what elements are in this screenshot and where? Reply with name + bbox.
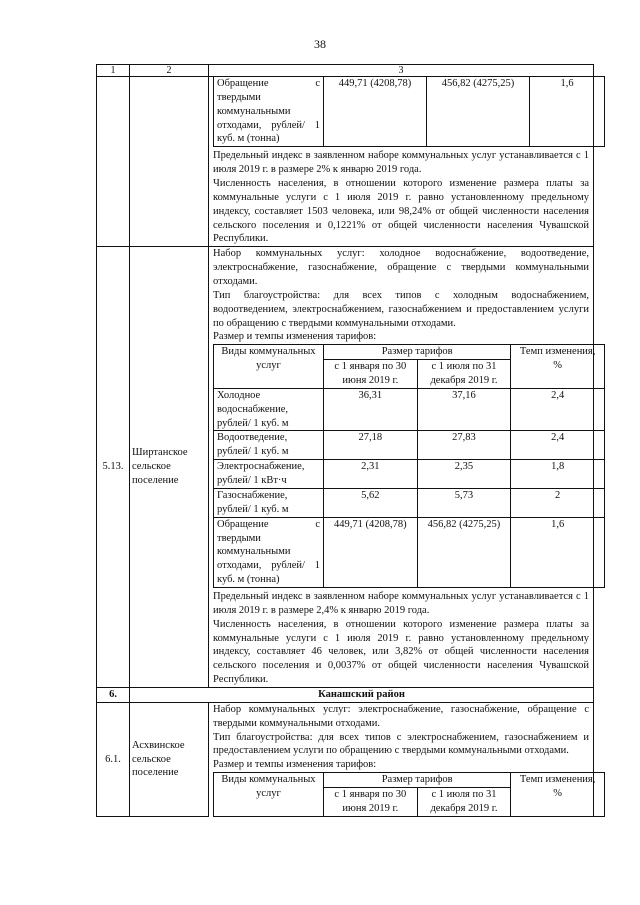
district-number: 6.	[97, 687, 130, 702]
th-period-1: с 1 января по 30 июня 2019 г.	[324, 787, 418, 816]
tariff-row	[214, 388, 605, 431]
tariff-value-first-half: 36,31	[324, 388, 418, 431]
column-number-row	[97, 65, 594, 77]
tariff-label: Холодное водоснабжение, рублей/ 1 куб. м	[214, 388, 324, 431]
tariff-value-first-half: 5,62	[324, 488, 418, 517]
tariff-value-second-half: 37,16	[417, 388, 511, 431]
tariff-label: Газоснабжение, рублей/ 1 куб. м	[214, 488, 324, 517]
settlement-name: Ширтанское сельское поселение	[130, 247, 209, 688]
services-text: Набор коммунальных услуг: холодное водоснабжение, водоотведение, электроснабжение, газоснабжение, обращение с твердыми коммунальными отходами.	[213, 248, 589, 288]
th-kind: Виды коммунальных услуг	[214, 773, 324, 817]
services-text: Набор коммунальных услуг: электроснабжение, газоснабжение, обращение с твердыми коммунальными отходами.	[213, 703, 589, 729]
tariff-row	[214, 77, 605, 147]
th-size: Размер тарифов	[324, 345, 511, 360]
settlement-content	[209, 702, 594, 816]
tariff-row	[214, 431, 605, 460]
tariff-table-5-13	[213, 344, 605, 588]
district-name: Канашский район	[130, 687, 594, 702]
col-number-1: 1	[97, 65, 130, 77]
tariff-row	[214, 488, 605, 517]
th-size: Размер тарифов	[324, 773, 511, 788]
tariff-rate: 1,6	[530, 77, 605, 147]
population-text: Численность населения, в отношении которого изменение размера платы за коммунальные услуги с 1 июля 2019 г. равно установленному предельному индексу, составляет 46 человек, или 3,82% от общей численности населения сельского поселения и 0,0037% от общей численности населения Чувашской Республики.	[213, 618, 589, 686]
tariff-value-first-half: 449,71 (4208,78)	[324, 77, 427, 147]
limit-index-text: Предельный индекс в заявленном наборе коммунальных услуг устанавливается с 1 июля 2019 г. в размере 2% к январю 2019 года.	[213, 150, 589, 176]
th-kind: Виды коммунальных услуг	[214, 345, 324, 389]
tariff-table-6-1	[213, 772, 605, 817]
settlement-row-5-13	[97, 247, 594, 688]
tariff-value-second-half: 27,83	[417, 431, 511, 460]
th-period-2: с 1 июля по 31 декабря 2019 г.	[417, 360, 511, 389]
tariff-rate: 2,4	[511, 431, 605, 460]
col-number-3: 3	[209, 65, 594, 77]
tariff-rate: 2,4	[511, 388, 605, 431]
settlement-name: Асхвинское сельское поселение	[130, 702, 209, 816]
tariff-value-second-half: 456,82 (4275,25)	[427, 77, 530, 147]
continued-section-content	[209, 77, 594, 247]
tariff-value-second-half: 5,73	[417, 488, 511, 517]
row-number: 5.13.	[97, 247, 130, 688]
th-rate: Темп изменения, %	[511, 345, 605, 389]
improvement-text: Тип благоустройства: для всех типов с холодным водоснабжением, водоотведением, электроснабжением, газоснабжением и предоставлением услуги по обращению с твердыми коммунальными отходами.	[213, 289, 589, 329]
tariff-label: Водоотведение, рублей/ 1 куб. м	[214, 431, 324, 460]
settlement-content	[209, 247, 594, 688]
settlement-row-6-1	[97, 702, 594, 816]
tariffs-title: Размер и темпы изменения тарифов:	[213, 331, 377, 343]
tariff-row	[214, 460, 605, 489]
population-text: Численность населения, в отношении которого изменение размера платы за коммунальные услуги с 1 июля 2019 г. равно установленному предельному индексу, составляет 1503 человека, или 98,24% от общей численности населения сельского поселения и 0,1221% от общей численности населения Чувашской Республики.	[213, 178, 589, 245]
continued-section-row	[97, 77, 594, 247]
th-period-2: с 1 июля по 31 декабря 2019 г.	[417, 787, 511, 816]
tariffs-title: Размер и темпы изменения тарифов:	[213, 759, 377, 771]
continued-tariff-table	[213, 76, 605, 147]
limit-index-text: Предельный индекс в заявленном наборе коммунальных услуг устанавливается с 1 июля 2019 г. в размере 2,4% к январю 2019 года.	[213, 590, 589, 616]
tariff-value-first-half: 2,31	[324, 460, 418, 489]
tariff-rate: 1,6	[511, 517, 605, 587]
th-period-1: с 1 января по 30 июня 2019 г.	[324, 360, 418, 389]
tariff-rate: 2	[511, 488, 605, 517]
page-number: 38	[314, 37, 326, 51]
tariff-rate: 1,8	[511, 460, 605, 489]
row-number: 6.1.	[97, 702, 130, 816]
tariff-value-second-half: 2,35	[417, 460, 511, 489]
tariff-label: Обращение с твердыми коммунальными отходами, рублей/ 1 куб. м (тонна)	[214, 517, 324, 587]
district-row	[97, 687, 594, 702]
tariff-value-second-half: 456,82 (4275,25)	[417, 517, 511, 587]
tariff-label: Электроснабжение, рублей/ 1 кВт·ч	[214, 460, 324, 489]
tariff-value-first-half: 449,71 (4208,78)	[324, 517, 418, 587]
tariff-label: Обращение с твердыми коммунальными отходами, рублей/ 1 куб. м (тонна)	[214, 77, 324, 147]
col-number-2: 2	[130, 65, 209, 77]
th-rate: Темп изменения, %	[511, 773, 605, 817]
tariff-value-first-half: 27,18	[324, 431, 418, 460]
tariff-row	[214, 517, 605, 587]
improvement-text: Тип благоустройства: для всех типов с электроснабжением, газоснабжением и предоставлением услуги по обращению с твердыми коммунальными отходами.	[213, 731, 589, 757]
tariff-table	[96, 64, 594, 817]
